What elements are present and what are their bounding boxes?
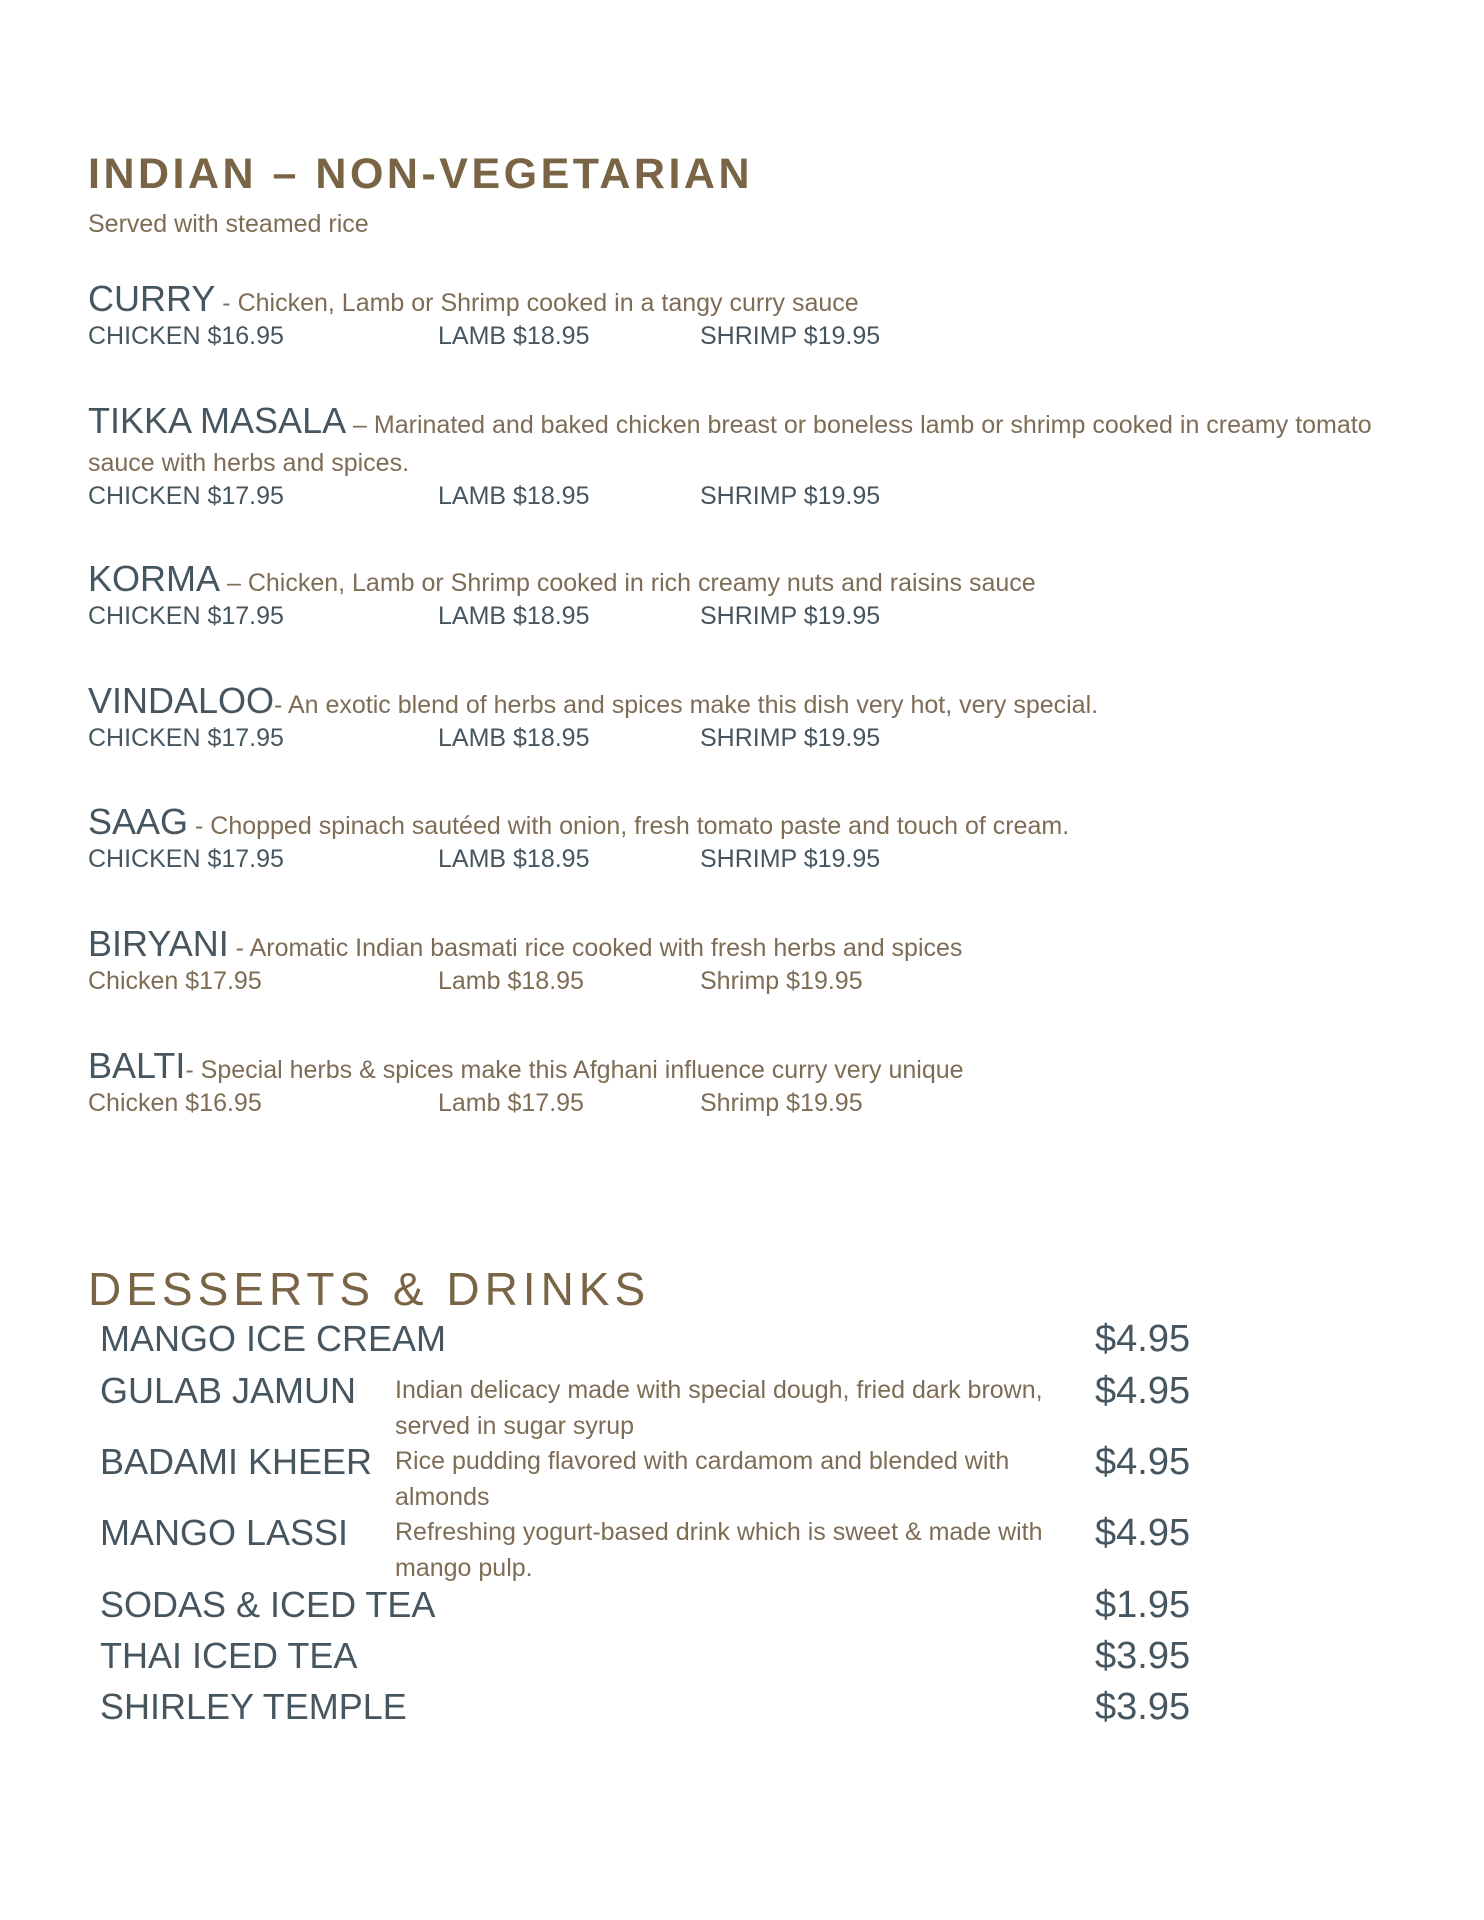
dish-description: Chicken, Lamb or Shrimp cooked in rich creamy nuts and raisins sauce — [247, 569, 1036, 597]
dish-name: BIRYANI — [88, 923, 229, 964]
dessert-name: THAI ICED TEA — [100, 1635, 358, 1676]
price-lamb: LAMB $18.95 — [438, 845, 590, 873]
dish-prices — [88, 482, 1388, 516]
dish-description: Chopped spinach sautéed with onion, fresh tomato paste and touch of cream. — [210, 812, 1070, 840]
dish-prices — [88, 602, 1388, 636]
price-chicken: CHICKEN $16.95 — [88, 322, 284, 350]
dish-name: TIKKA MASALA — [88, 400, 347, 441]
price-chicken: CHICKEN $17.95 — [88, 845, 284, 873]
dish-description: Special herbs & spices make this Afghani influence curry very unique — [200, 1056, 964, 1084]
dish-description: An exotic blend of herbs and spices make this dish very hot, very special. — [287, 691, 1099, 719]
price-shrimp: SHRIMP $19.95 — [700, 602, 881, 630]
dish-separator: - — [185, 1056, 201, 1084]
dish-separator: – — [346, 411, 374, 439]
price-shrimp: SHRIMP $19.95 — [700, 845, 881, 873]
dish-tikka-masala — [88, 402, 1388, 516]
dish-prices — [88, 967, 1388, 1001]
dish-description: Marinated and baked chicken breast or boneless lamb or shrimp cooked in creamy tomato sauce with herbs and spices. — [88, 411, 1372, 477]
dish-saag — [88, 803, 1388, 879]
dessert-price: $3.95 — [1095, 1635, 1191, 1677]
dish-separator: - — [228, 934, 250, 962]
price-lamb: LAMB $18.95 — [438, 602, 590, 630]
price-lamb: LAMB $18.95 — [438, 724, 590, 752]
dish-separator: – — [220, 569, 248, 597]
dish-name: KORMA — [88, 558, 221, 599]
dessert-name: GULAB JAMUN — [100, 1370, 357, 1411]
price-shrimp: SHRIMP $19.95 — [700, 322, 881, 350]
dish-name: CURRY — [88, 278, 216, 319]
section-title-non-vegetarian: INDIAN – NON-VEGETARIAN — [88, 150, 754, 198]
dish-prices — [88, 845, 1388, 879]
price-lamb: LAMB $18.95 — [438, 482, 590, 510]
price-chicken: Chicken $16.95 — [88, 1089, 262, 1117]
dish-prices — [88, 322, 1388, 356]
dish-vindaloo — [88, 682, 1388, 758]
dish-prices — [88, 724, 1388, 758]
price-lamb: LAMB $18.95 — [438, 322, 590, 350]
dish-description: Aromatic Indian basmati rice cooked with fresh herbs and spices — [249, 934, 963, 962]
dish-prices — [88, 1089, 1388, 1123]
dessert-price: $4.95 — [1095, 1318, 1191, 1360]
dessert-name: SHIRLEY TEMPLE — [100, 1686, 407, 1727]
dessert-description: Indian delicacy made with special dough, fried dark brown, served in sugar syrup — [395, 1376, 1043, 1440]
dish-korma — [88, 560, 1388, 636]
dish-biryani — [88, 925, 1388, 1001]
price-shrimp: SHRIMP $19.95 — [700, 724, 881, 752]
price-chicken: CHICKEN $17.95 — [88, 482, 284, 510]
price-shrimp: Shrimp $19.95 — [700, 967, 863, 995]
dish-separator: - — [215, 289, 238, 317]
dessert-description: Refreshing yogurt-based drink which is sweet & made with mango pulp. — [395, 1518, 1043, 1582]
dessert-price: $4.95 — [1095, 1512, 1191, 1554]
dessert-price: $4.95 — [1095, 1370, 1191, 1412]
dish-name: SAAG — [88, 801, 189, 842]
dessert-price: $1.95 — [1095, 1584, 1191, 1626]
dessert-name: MANGO LASSI — [100, 1512, 349, 1553]
section-title-desserts-drinks: DESSERTS & DRINKS — [88, 1263, 651, 1315]
price-shrimp: SHRIMP $19.95 — [700, 482, 881, 510]
dessert-description: Rice pudding flavored with cardamom and blended with almonds — [395, 1447, 1010, 1511]
price-chicken: CHICKEN $17.95 — [88, 602, 284, 630]
dish-name: BALTI — [88, 1045, 186, 1086]
dish-separator: - — [274, 691, 288, 719]
dessert-price: $3.95 — [1095, 1686, 1191, 1728]
dessert-name: MANGO ICE CREAM — [100, 1318, 447, 1359]
dish-separator: - — [188, 812, 211, 840]
price-lamb: Lamb $18.95 — [438, 967, 584, 995]
dish-name: VINDALOO — [88, 680, 275, 721]
dish-curry — [88, 280, 1388, 356]
section-subtitle: Served with steamed rice — [88, 210, 369, 238]
dish-description: Chicken, Lamb or Shrimp cooked in a tangy curry sauce — [237, 289, 859, 317]
price-shrimp: Shrimp $19.95 — [700, 1089, 863, 1117]
dessert-name: SODAS & ICED TEA — [100, 1584, 436, 1625]
price-chicken: CHICKEN $17.95 — [88, 724, 284, 752]
dessert-price: $4.95 — [1095, 1441, 1191, 1483]
price-chicken: Chicken $17.95 — [88, 967, 262, 995]
dish-balti — [88, 1047, 1388, 1123]
price-lamb: Lamb $17.95 — [438, 1089, 584, 1117]
dessert-name: BADAMI KHEER — [100, 1441, 373, 1482]
